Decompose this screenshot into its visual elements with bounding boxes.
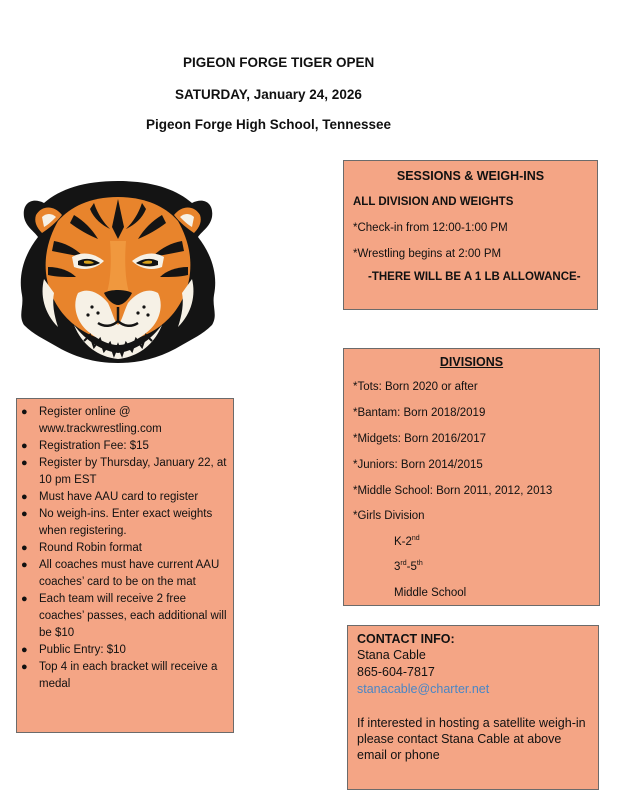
registration-item-text: Register online @ www.trackwrestling.com	[39, 406, 162, 435]
sessions-title: SESSIONS & WEIGH-INS	[396, 169, 545, 183]
division-middle-school: *Middle School: Born 2011, 2012, 2013	[353, 485, 553, 497]
bullet-icon: ●	[21, 440, 28, 452]
allowance-note: -THERE WILL BE A 1 LB ALLOWANCE-	[368, 271, 581, 283]
bullet-icon: ●	[21, 593, 28, 605]
girls-middle-school: Middle School	[394, 587, 467, 599]
bullet-icon: ●	[21, 508, 28, 520]
registration-item-text: Public Entry: $10	[39, 644, 126, 656]
list-item	[21, 642, 229, 659]
registration-item-text: Register by Thursday, January 22, at 10 pm EST	[39, 457, 227, 486]
event-title: PIGEON FORGE TIGER OPEN	[183, 55, 375, 70]
list-item	[21, 455, 229, 489]
wrestling-start: *Wrestling begins at 2:00 PM	[353, 248, 502, 260]
sessions-box	[343, 160, 598, 310]
bullet-icon: ●	[21, 661, 28, 673]
list-item	[21, 659, 229, 693]
registration-list	[21, 404, 229, 693]
contact-name: Stana Cable	[357, 648, 426, 662]
girls-35-sup2: th	[416, 560, 423, 568]
list-item	[21, 438, 229, 455]
bullet-icon: ●	[21, 644, 28, 656]
list-item	[21, 591, 229, 642]
divisions-title: DIVISIONS	[439, 355, 504, 369]
contact-note: If interested in hosting a satellite weigh-in please contact Stana Cable at above email or phone	[357, 716, 586, 762]
list-item	[21, 506, 229, 540]
division-juniors: *Juniors: Born 2014/2015	[353, 459, 483, 471]
girls-k2-text: K-2	[394, 536, 412, 548]
list-item	[21, 540, 229, 557]
registration-item-text: Must have AAU card to register	[39, 491, 199, 503]
girls-3-5	[394, 561, 423, 573]
bullet-icon: ●	[21, 406, 28, 418]
division-midgets: *Midgets: Born 2016/2017	[353, 433, 486, 445]
event-venue: Pigeon Forge High School, Tennessee	[146, 117, 392, 132]
division-bantam: *Bantam: Born 2018/2019	[353, 407, 486, 419]
contact-title: CONTACT INFO:	[357, 632, 455, 646]
division-tots: *Tots: Born 2020 or after	[353, 381, 478, 393]
girls-35-sup1: rd	[400, 560, 407, 568]
registration-item-text: Each team will receive 2 free coaches’ passes, each additional will be $10	[39, 593, 227, 639]
bullet-icon: ●	[21, 559, 28, 571]
registration-item-text: Registration Fee: $15	[39, 440, 149, 452]
list-item	[21, 489, 229, 506]
registration-item-text: Round Robin format	[39, 542, 142, 554]
checkin-time: *Check-in from 12:00-1:00 PM	[353, 222, 508, 234]
girls-k2-sup: nd	[411, 535, 420, 543]
registration-box	[16, 398, 234, 733]
contact-email-link[interactable]: stanacable@charter.net	[357, 682, 490, 696]
bullet-icon: ●	[21, 491, 28, 503]
divisions-box	[343, 348, 600, 606]
bullet-icon: ●	[21, 542, 28, 554]
registration-item-text: Top 4 in each bracket will receive a medal	[39, 661, 218, 690]
sessions-subtitle: ALL DIVISION AND WEIGHTS	[353, 196, 514, 208]
list-item	[21, 404, 229, 438]
bullet-icon: ●	[21, 457, 28, 469]
registration-item-text: No weigh-ins. Enter exact weights when registering.	[39, 508, 213, 537]
event-date: SATURDAY, January 24, 2026	[175, 87, 362, 102]
contact-box	[347, 625, 599, 790]
girls-35-b: -5	[406, 561, 417, 573]
girls-35-a: 3	[394, 561, 401, 573]
tiger-head-image	[14, 175, 222, 365]
contact-phone: 865-604-7817	[357, 665, 435, 679]
list-item	[21, 557, 229, 591]
girls-k2	[394, 536, 420, 548]
division-girls: *Girls Division	[353, 510, 425, 522]
registration-item-text: All coaches must have current AAU coaches’ card to be on the mat	[39, 559, 220, 588]
